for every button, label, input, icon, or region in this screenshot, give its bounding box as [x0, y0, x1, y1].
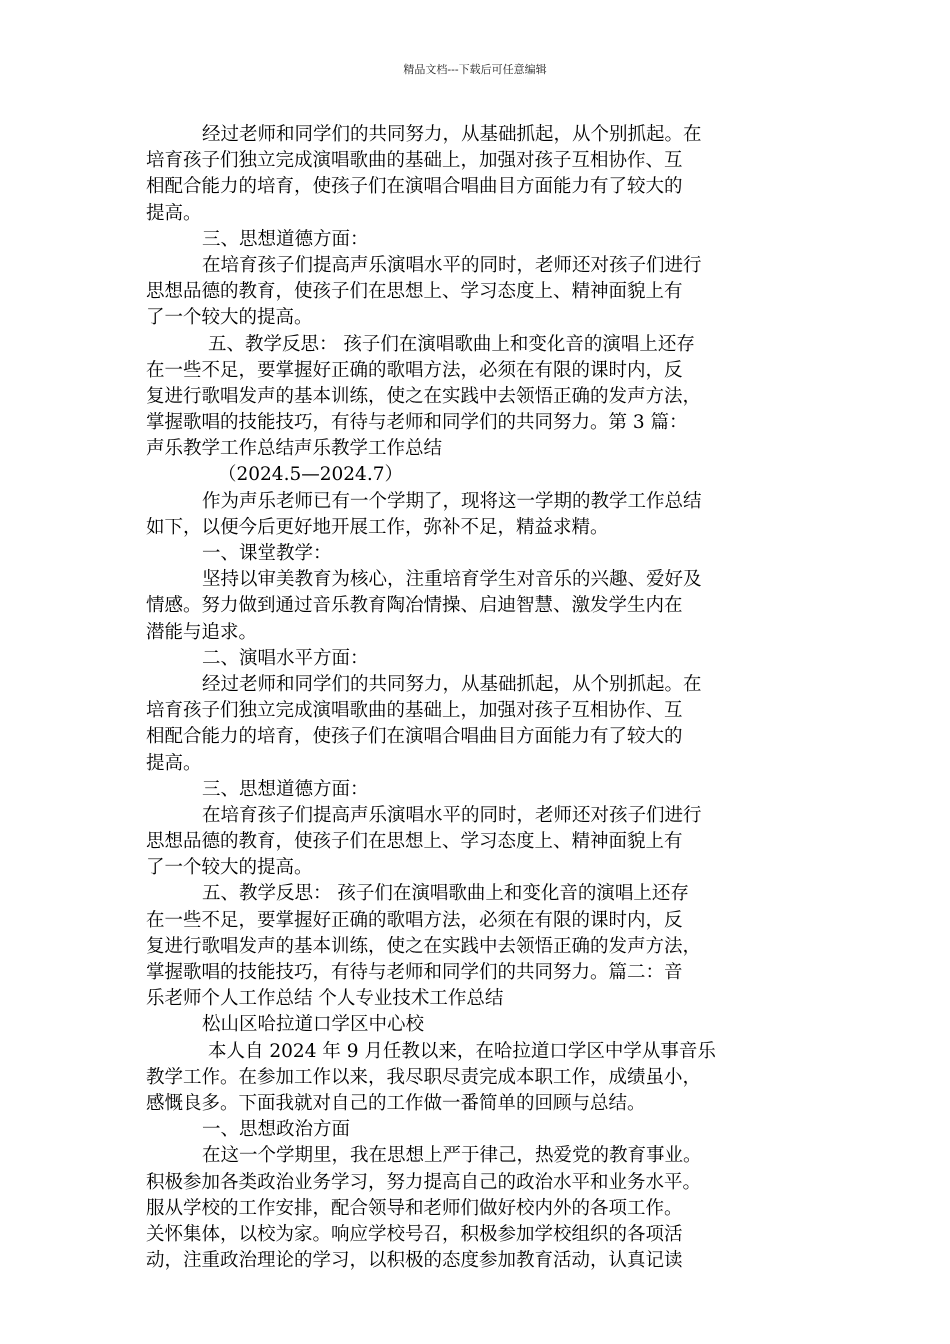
text-line: 动，注重政治理论的学习，以积极的态度参加教育活动，认真记读: [146, 1250, 683, 1272]
text-line: 教学工作。在参加工作以来，我尽职尽责完成本职工作，成绩虽小，: [146, 1066, 702, 1088]
text-line: 在一些不足，要掌握好正确的歌唱方法，必须在有限的课时内，反: [146, 909, 683, 931]
text-line: 作为声乐老师已有一个学期了，现将这一学期的教学工作总结: [202, 490, 702, 512]
text-line: 了一个较大的提高。: [146, 307, 313, 329]
text-line: 坚持以审美教育为核心，注重培育学生对音乐的兴趣、爱好及: [202, 569, 702, 591]
text-line: 复进行歌唱发声的基本训练，使之在实践中去领悟正确的发声方法，: [146, 935, 702, 957]
text-line: 情感。努力做到通过音乐教育陶冶情操、启迪智慧、激发学生内在: [146, 595, 683, 617]
text-line: 五、教学反思： 孩子们在演唱歌曲上和变化音的演唱上还存: [202, 883, 689, 905]
text-line: 积极参加各类政治业务学习，努力提高自己的政治水平和业务水平。: [146, 1171, 702, 1193]
text-line: 三、思想道德方面：: [202, 778, 369, 800]
text-line: 感慨良多。下面我就对自己的工作做一番简单的回顾与总结。: [146, 1092, 646, 1114]
text-line: 松山区哈拉道口学区中心校: [202, 1014, 425, 1036]
text-line: 一、思想政治方面: [202, 1119, 351, 1141]
text-line: 在培育孩子们提高声乐演唱水平的同时，老师还对孩子们进行: [202, 254, 702, 276]
text-line: 本人自 2024 年 9 月任教以来，在哈拉道口学区中学从事音乐: [208, 1040, 716, 1062]
text-line: 五、教学反思： 孩子们在演唱歌曲上和变化音的演唱上还存: [208, 333, 695, 355]
text-line: 提高。: [146, 752, 202, 774]
text-line: 关怀集体，以校为家。响应学校号召，积极参加学校组织的各项活: [146, 1223, 683, 1245]
text-line: 潜能与追求。: [146, 621, 258, 643]
page-header: 精品文档---下载后可任意编辑: [403, 63, 547, 76]
text-line: 掌握歌唱的技能技巧，有待与老师和同学们的共同努力。篇二：音: [146, 962, 683, 983]
text-line: 掌握歌唱的技能技巧，有待与老师和同学们的共同努力。第 3 篇：: [146, 412, 688, 434]
document-body: [146, 122, 814, 1274]
text-line: 二、演唱水平方面：: [202, 647, 369, 669]
text-line: 经过老师和同学们的共同努力，从基础抓起，从个别抓起。在: [202, 124, 702, 145]
text-line: 一、课堂教学：: [202, 543, 332, 564]
text-line: 提高。: [146, 202, 202, 224]
text-line: 服从学校的工作安排，配合领导和老师们做好校内外的各项工作。: [146, 1197, 683, 1219]
text-line: 复进行歌唱发声的基本训练，使之在实践中去领悟正确的发声方法，: [146, 385, 702, 407]
text-line: 乐老师个人工作总结 个人专业技术工作总结: [146, 988, 504, 1010]
text-line: 思想品德的教育，使孩子们在思想上、学习态度上、精神面貌上有: [146, 281, 683, 303]
text-line: 声乐教学工作总结声乐教学工作总结: [146, 438, 443, 460]
text-line: 培育孩子们独立完成演唱歌曲的基础上，加强对孩子互相协作、互: [146, 700, 683, 722]
text-line: 了一个较大的提高。: [146, 857, 313, 879]
text-line: 相配合能力的培育，使孩子们在演唱合唱曲目方面能力有了较大的: [146, 176, 683, 198]
text-line: 在一些不足，要掌握好正确的歌唱方法，必须在有限的课时内，反: [146, 359, 683, 381]
text-line: 经过老师和同学们的共同努力，从基础抓起，从个别抓起。在: [202, 673, 702, 695]
text-line: 三、思想道德方面：: [202, 228, 369, 250]
text-line: 如下，以便今后更好地开展工作，弥补不足，精益求精。: [146, 516, 609, 538]
text-line: 相配合能力的培育，使孩子们在演唱合唱曲目方面能力有了较大的: [146, 726, 683, 748]
text-line: 在培育孩子们提高声乐演唱水平的同时，老师还对孩子们进行: [202, 804, 702, 826]
text-line: 在这一个学期里，我在思想上严于律己，热爱党的教育事业。: [202, 1145, 702, 1167]
text-line: 思想品德的教育，使孩子们在思想上、学习态度上、精神面貌上有: [146, 831, 683, 853]
text-line: （2024.5—2024.7）: [218, 464, 403, 486]
text-line: 培育孩子们独立完成演唱歌曲的基础上，加强对孩子互相协作、互: [146, 150, 683, 172]
